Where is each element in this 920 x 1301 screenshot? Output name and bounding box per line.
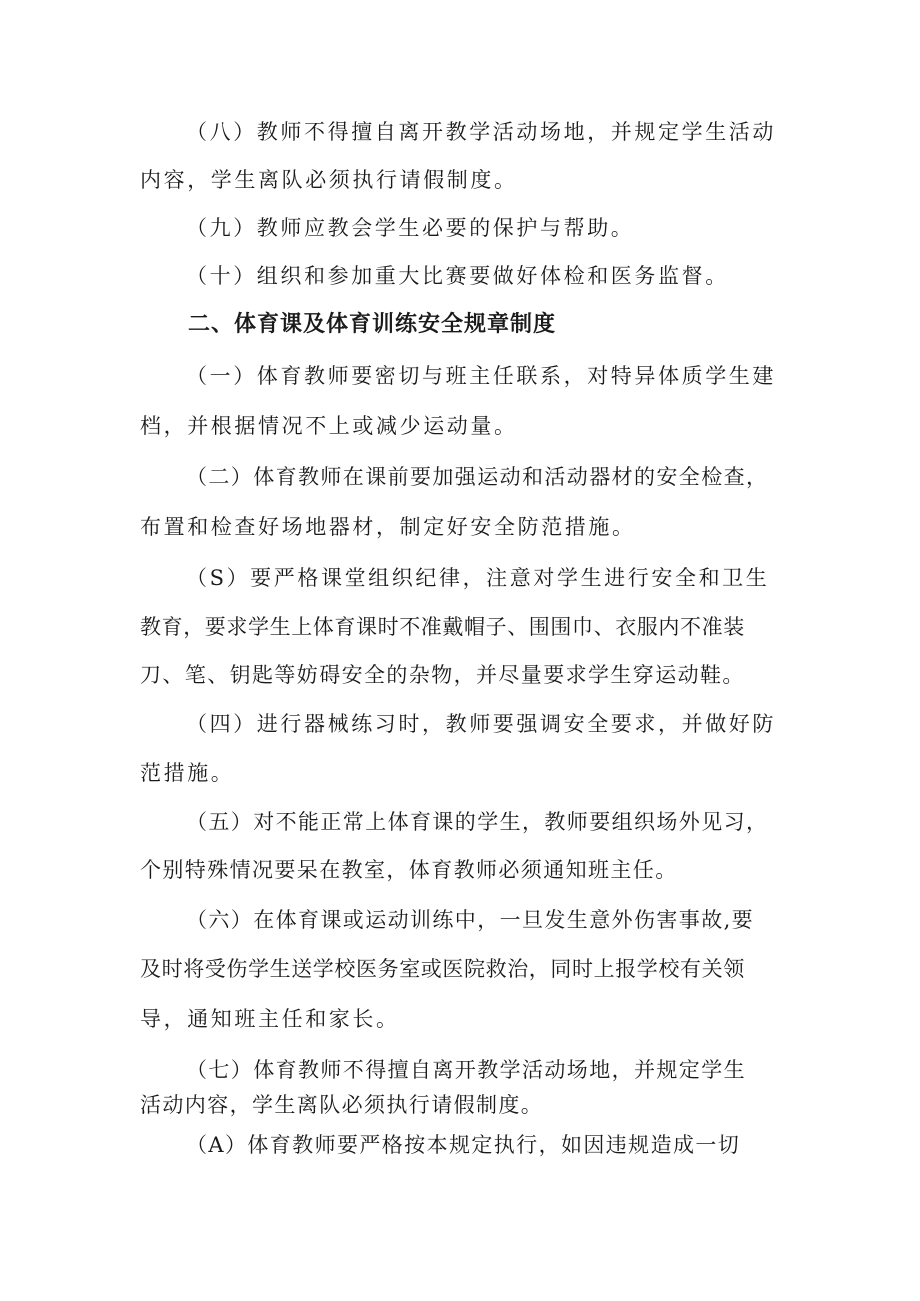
paragraph-line: （S）要严格课堂组织纪律，注意对学生进行安全和卫生	[186, 566, 770, 590]
paragraph-line: 教育，要求学生上体育课时不准戴帽子、围围巾、衣服内不准装	[140, 615, 745, 639]
paragraph-line: （九）教师应教会学生必要的保护与帮助。	[186, 216, 635, 240]
paragraph-line: 导，通知班主任和家长。	[140, 1007, 400, 1031]
paragraph-line: 个别特殊情况要呆在教室，体育教师必须通知班主任。	[140, 858, 678, 882]
paragraph-line: （十）组织和参加重大比赛要做好体检和医务监督。	[186, 264, 729, 288]
paragraph-line: （A）体育教师要严格按本规定执行，如因违规造成一切	[186, 1133, 741, 1157]
paragraph-line: 及时将受伤学生送学校医务室或医院救治，同时上报学校有关领	[140, 957, 745, 981]
paragraph-line: 布置和检查好场地器材，制定好安全防范措施。	[140, 515, 636, 539]
paragraph-line: 活动内容，学生离队必须执行请假制度。	[140, 1093, 544, 1117]
paragraph-line: 内容，学生离队必须执行请假制度。	[140, 168, 518, 192]
paragraph-line: 档，并根据情况不上或减少运动量。	[140, 414, 518, 438]
paragraph-line: （六）在体育课或运动训练中，一旦发生意外伤害事故,要	[186, 908, 755, 932]
paragraph-line: （八）教师不得擅自离开教学活动场地，并规定学生活动	[186, 120, 776, 144]
paragraph-line: 范措施。	[140, 761, 235, 785]
paragraph-line: （二）体育教师在课前要加强运动和活动器材的安全检查，	[186, 465, 769, 489]
paragraph-line: （五）对不能正常上体育课的学生，教师要组织场外见习，	[186, 810, 769, 834]
paragraph-line: （一）体育教师要密切与班主任联系，对特异体质学生建	[186, 364, 776, 388]
paragraph-line: （四）进行器械练习时，教师要强调安全要求，并做好防	[186, 712, 776, 736]
section-heading: 二、体育课及体育训练安全规章制度	[188, 312, 557, 337]
paragraph-line: 刀、笔、钥匙等妨碍安全的杂物，并尽量要求学生穿运动鞋。	[140, 663, 745, 687]
paragraph-line: （七）体育教师不得擅自离开教学活动场地，并规定学生	[186, 1058, 746, 1082]
